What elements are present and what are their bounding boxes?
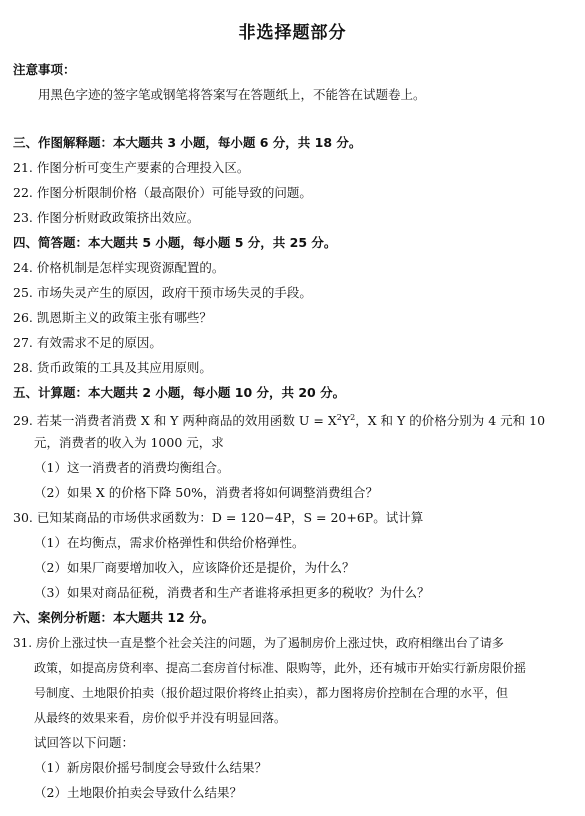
question-23: 23. 作图分析财政政策挤出效应。 <box>13 210 200 225</box>
question-29-text-y: Y <box>341 413 351 429</box>
question-29-text-a: 29. 若某一消费者消费 X 和 Y 两种商品的效用函数 U = X <box>13 413 337 429</box>
question-30-part-3: （3）如果对商品征税，消费者和生产者谁将承担更多的税收？为什么？ <box>34 585 430 600</box>
question-25: 25. 市场失灵产生的原因，政府干预市场失灵的手段。 <box>13 285 312 300</box>
question-30-part-2: （2）如果厂商要增加收入，应该降价还是提价，为什么？ <box>34 560 355 575</box>
question-31-part-2: （2）土地限价拍卖会导致什么结果？ <box>34 785 242 800</box>
section-6-heading: 六、案例分析题：本大题共 12 分。 <box>13 610 215 625</box>
question-30: 30. 已知某商品的市场供求函数为：D = 120−4P，S = 20+6P。试计算 <box>13 510 424 525</box>
question-28: 28. 货币政策的工具及其应用原则。 <box>13 360 212 375</box>
section-4-heading: 四、简答题：本大题共 5 小题，每小题 5 分，共 25 分。 <box>13 235 337 250</box>
question-21: 21. 作图分析可变生产要素的合理投入区。 <box>13 160 250 175</box>
notice-heading: 注意事项： <box>13 62 76 77</box>
question-27: 27. 有效需求不足的原因。 <box>13 335 162 350</box>
question-22: 22. 作图分析限制价格（最高限价）可能导致的问题。 <box>13 185 312 200</box>
question-31-line-1: 31. 房价上涨过快一直是整个社会关注的问题，为了遏制房价上涨过快，政府相继出台了请多 <box>13 636 504 650</box>
section-5-heading: 五、计算题：本大题共 2 小题，每小题 10 分，共 20 分。 <box>13 385 346 400</box>
question-31-line-2: 政策，如提高房贷利率、提高二套房首付标准、限购等，此外，还有城市开始实行新房限价摇 <box>34 661 527 675</box>
question-29-line-2: 元，消费者的收入为 1000 元，求 <box>34 435 224 450</box>
question-24: 24. 价格机制是怎样实现资源配置的。 <box>13 260 225 275</box>
question-31-prompt: 试回答以下问题： <box>34 735 135 750</box>
question-29-part-2: （2）如果 X 的价格下降 50%，消费者将如何调整消费组合？ <box>34 485 379 500</box>
question-26: 26. 凯恩斯主义的政策主张有哪些？ <box>13 310 212 325</box>
section-3-heading: 三、作图解释题：本大题共 3 小题，每小题 6 分，共 18 分。 <box>13 135 362 150</box>
question-29-part-1: （1）这一消费者的消费均衡组合。 <box>34 460 230 475</box>
question-29-text-b: ，X 和 Y 的价格分别为 4 元和 10 <box>355 413 546 429</box>
question-29-exponent-y: 2 <box>350 413 356 422</box>
question-31-line-4: 从最终的效果来看，房价似乎并没有明显回落。 <box>34 711 287 725</box>
question-30-part-1: （1）在均衡点，需求价格弹性和供给价格弹性。 <box>34 535 305 550</box>
question-29-exponent-x: 2 <box>336 413 342 422</box>
question-29-line-1 <box>13 410 545 429</box>
notice-text: 用黑色字迹的签字笔或钢笔将答案写在答题纸上，不能答在试题卷上。 <box>38 87 426 102</box>
page-title: 非选择题部分 <box>238 23 347 43</box>
question-31-part-1: （1）新房限价摇号制度会导致什么结果？ <box>34 760 267 775</box>
question-31-line-3: 号制度、土地限价拍卖（报价超过限价将终止拍卖），都力图将房价控制在合理的水平，但 <box>34 686 509 700</box>
